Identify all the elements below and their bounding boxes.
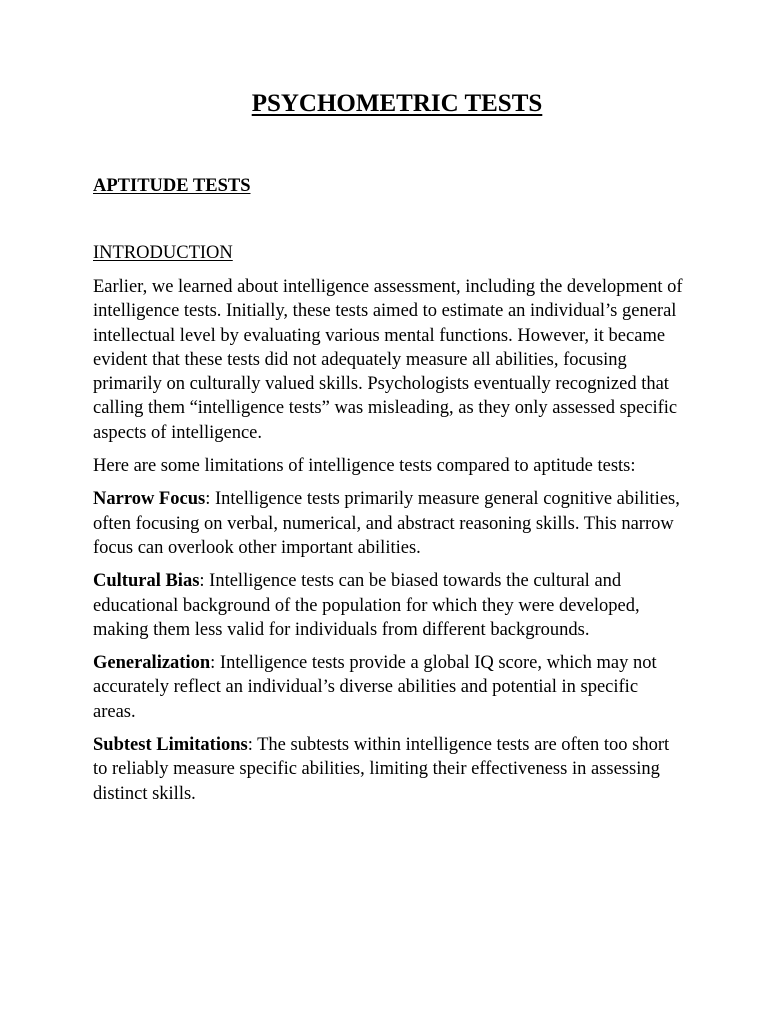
limitation-term: Subtest Limitations: [93, 735, 248, 756]
limitation-paragraph: [93, 651, 683, 724]
limitation-paragraph: [93, 569, 683, 642]
limitation-text: : The subtests within intelligence tests are often too short to reliably measure specific abilities, limiting their effectiveness in assessing distinct skills.: [93, 735, 670, 804]
limitations-intro-paragraph: Here are some limitations of intelligence tests compared to aptitude tests:: [93, 456, 636, 477]
limitation-term: Narrow Focus: [93, 489, 206, 510]
body-text: [93, 275, 683, 815]
sub-heading: INTRODUCTION: [93, 243, 233, 263]
document-title: PSYCHOMETRIC TESTS: [251, 90, 543, 117]
limitation-text: : Intelligence tests provide a global IQ score, which may not accurately reflect an individual’s diverse abilities and potential in specific areas.: [93, 653, 657, 722]
limitation-term: Generalization: [93, 653, 211, 674]
limitation-text: : Intelligence tests primarily measure general cognitive abilities, often focusing on verbal, numerical, and abstract reasoning skills. This narrow focus can overlook other important abilities.: [93, 489, 680, 558]
limitation-paragraph: [93, 487, 683, 560]
intro-paragraph: Earlier, we learned about intelligence assessment, including the development of intelligence tests. Initially, these tests aimed to estimate an individual’s general intellectual level by evaluating various mental functions. However, it became evident that these tests did not adequately measure all abilities, focusing primarily on culturally valued skills. Psychologists eventually recognized that calling them “intelligence tests” was misleading, as they only assessed specific aspects of intelligence.: [93, 277, 683, 443]
limitation-term: Cultural Bias: [93, 571, 200, 592]
limitation-text: : Intelligence tests can be biased towards the cultural and educational background of the population for which they were developed, making them less valid for individuals from different backgrounds.: [93, 571, 640, 640]
limitation-paragraph: [93, 733, 683, 806]
section-heading: APTITUDE TESTS: [93, 176, 251, 196]
